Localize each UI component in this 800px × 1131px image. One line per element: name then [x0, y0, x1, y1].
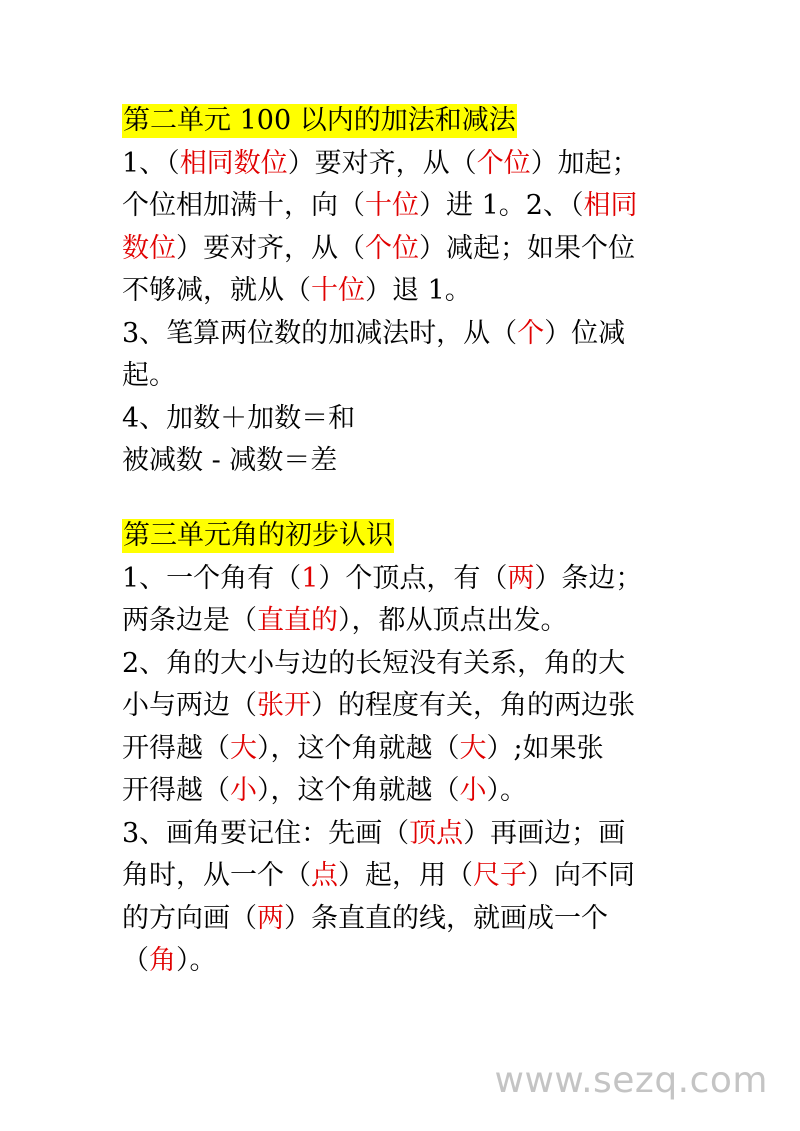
answer-text: 数位 [122, 232, 176, 264]
body-text: ）条直直的线，就画成一个 [284, 902, 608, 934]
body-text: 被减数 - 减数＝差 [122, 445, 338, 476]
body-text: 3、笔算两位数的加减法时，从（ [122, 317, 518, 349]
answer-text: 角 [149, 945, 176, 976]
body-text: 2、角的大小与边的长短没有关系，角的大 [122, 647, 626, 679]
text-line [122, 558, 692, 601]
text-line [122, 770, 692, 813]
body-text: ）个顶点，有（ [318, 562, 508, 594]
answer-text: 相同 [583, 190, 638, 221]
body-text: ）的程度有关，角的两边张 [311, 690, 635, 721]
body-text: ）向不同 [527, 860, 635, 891]
body-text: ）再画边；画 [463, 817, 626, 849]
text-line [122, 313, 692, 356]
body-text: ）位减 [544, 317, 626, 349]
unit2-section [122, 100, 692, 483]
text-line [122, 270, 692, 313]
answer-text: 尺子 [473, 860, 527, 891]
text-line [122, 728, 692, 771]
body-text: ）加起； [530, 147, 639, 179]
body-text: 不够减，就从（ [122, 275, 311, 306]
body-text: 起。 [122, 360, 176, 391]
body-text: ）退 1。 [365, 275, 472, 306]
body-text: ），这个角就越（ [257, 775, 460, 806]
text-line [122, 228, 692, 271]
body-text: ）条边； [534, 562, 643, 594]
unit2-body [122, 143, 692, 483]
body-text: ）要对齐，从（ [287, 147, 477, 179]
body-text: ）要对齐，从（ [176, 232, 365, 264]
body-text: 个位相加满十，向（ [122, 190, 365, 221]
body-text: 的方向画（ [122, 902, 257, 934]
answer-text: 张开 [257, 690, 311, 721]
watermark-text: www.sezq.com [494, 1060, 768, 1101]
body-text: 1、一个角有（ [122, 562, 302, 594]
unit2-title-line [122, 100, 692, 143]
body-text: ）起，用（ [338, 860, 473, 891]
answer-text: 个 [517, 317, 545, 349]
answer-text: 十位 [311, 275, 365, 306]
body-text: 角时，从一个（ [122, 860, 311, 891]
body-text: ）进 1。2、（ [419, 190, 584, 221]
unit3-section [122, 515, 692, 983]
text-line [122, 813, 692, 856]
text-line [122, 855, 692, 898]
answer-text: 小 [230, 775, 257, 806]
body-text: ）。 [486, 775, 527, 806]
body-text: 小与两边（ [122, 690, 257, 721]
unit3-title: 第三单元角的初步认识 [123, 520, 393, 551]
answer-text: 小 [459, 775, 487, 806]
answer-text: 点 [311, 860, 338, 891]
text-line [122, 355, 692, 398]
body-text: 3、画角要记住：先画（ [122, 817, 410, 849]
unit2-title: 第二单元 100 以内的加法和减法 [123, 105, 516, 136]
body-text: ）。 [176, 945, 217, 976]
text-line [122, 185, 692, 228]
body-text: 两条边是（ [122, 605, 257, 636]
answer-text: 相同数位 [179, 147, 288, 179]
answer-text: 两 [507, 562, 535, 594]
answer-text: 直直的 [257, 605, 338, 636]
answer-text: 十位 [365, 190, 419, 221]
body-text: ）减起；如果个位 [419, 232, 635, 264]
unit3-title-line [122, 515, 692, 558]
text-line [122, 940, 692, 983]
text-line [122, 600, 692, 643]
body-text: 1、（ [122, 147, 180, 179]
body-text: ），这个角就越（ [257, 732, 460, 764]
answer-text: 大 [230, 732, 257, 764]
answer-text: 顶点 [409, 817, 464, 849]
unit3-body [122, 558, 692, 983]
body-text: 开得越（ [122, 732, 230, 764]
answer-text: 大 [459, 732, 487, 764]
answer-text: 两 [257, 902, 284, 934]
text-line [122, 440, 692, 483]
text-line [122, 643, 692, 686]
text-line [122, 143, 692, 186]
answer-text: 个位 [476, 147, 531, 179]
answer-text: 1 [301, 562, 319, 594]
body-text: ）;如果张 [486, 732, 604, 764]
body-text: （ [122, 945, 149, 976]
text-line [122, 898, 692, 941]
text-line [122, 398, 692, 441]
body-text: 4、加数＋加数＝和 [122, 402, 356, 434]
body-text: ），都从顶点出发。 [338, 605, 568, 636]
answer-text: 个位 [365, 232, 419, 264]
text-line [122, 685, 692, 728]
body-text: 开得越（ [122, 775, 230, 806]
